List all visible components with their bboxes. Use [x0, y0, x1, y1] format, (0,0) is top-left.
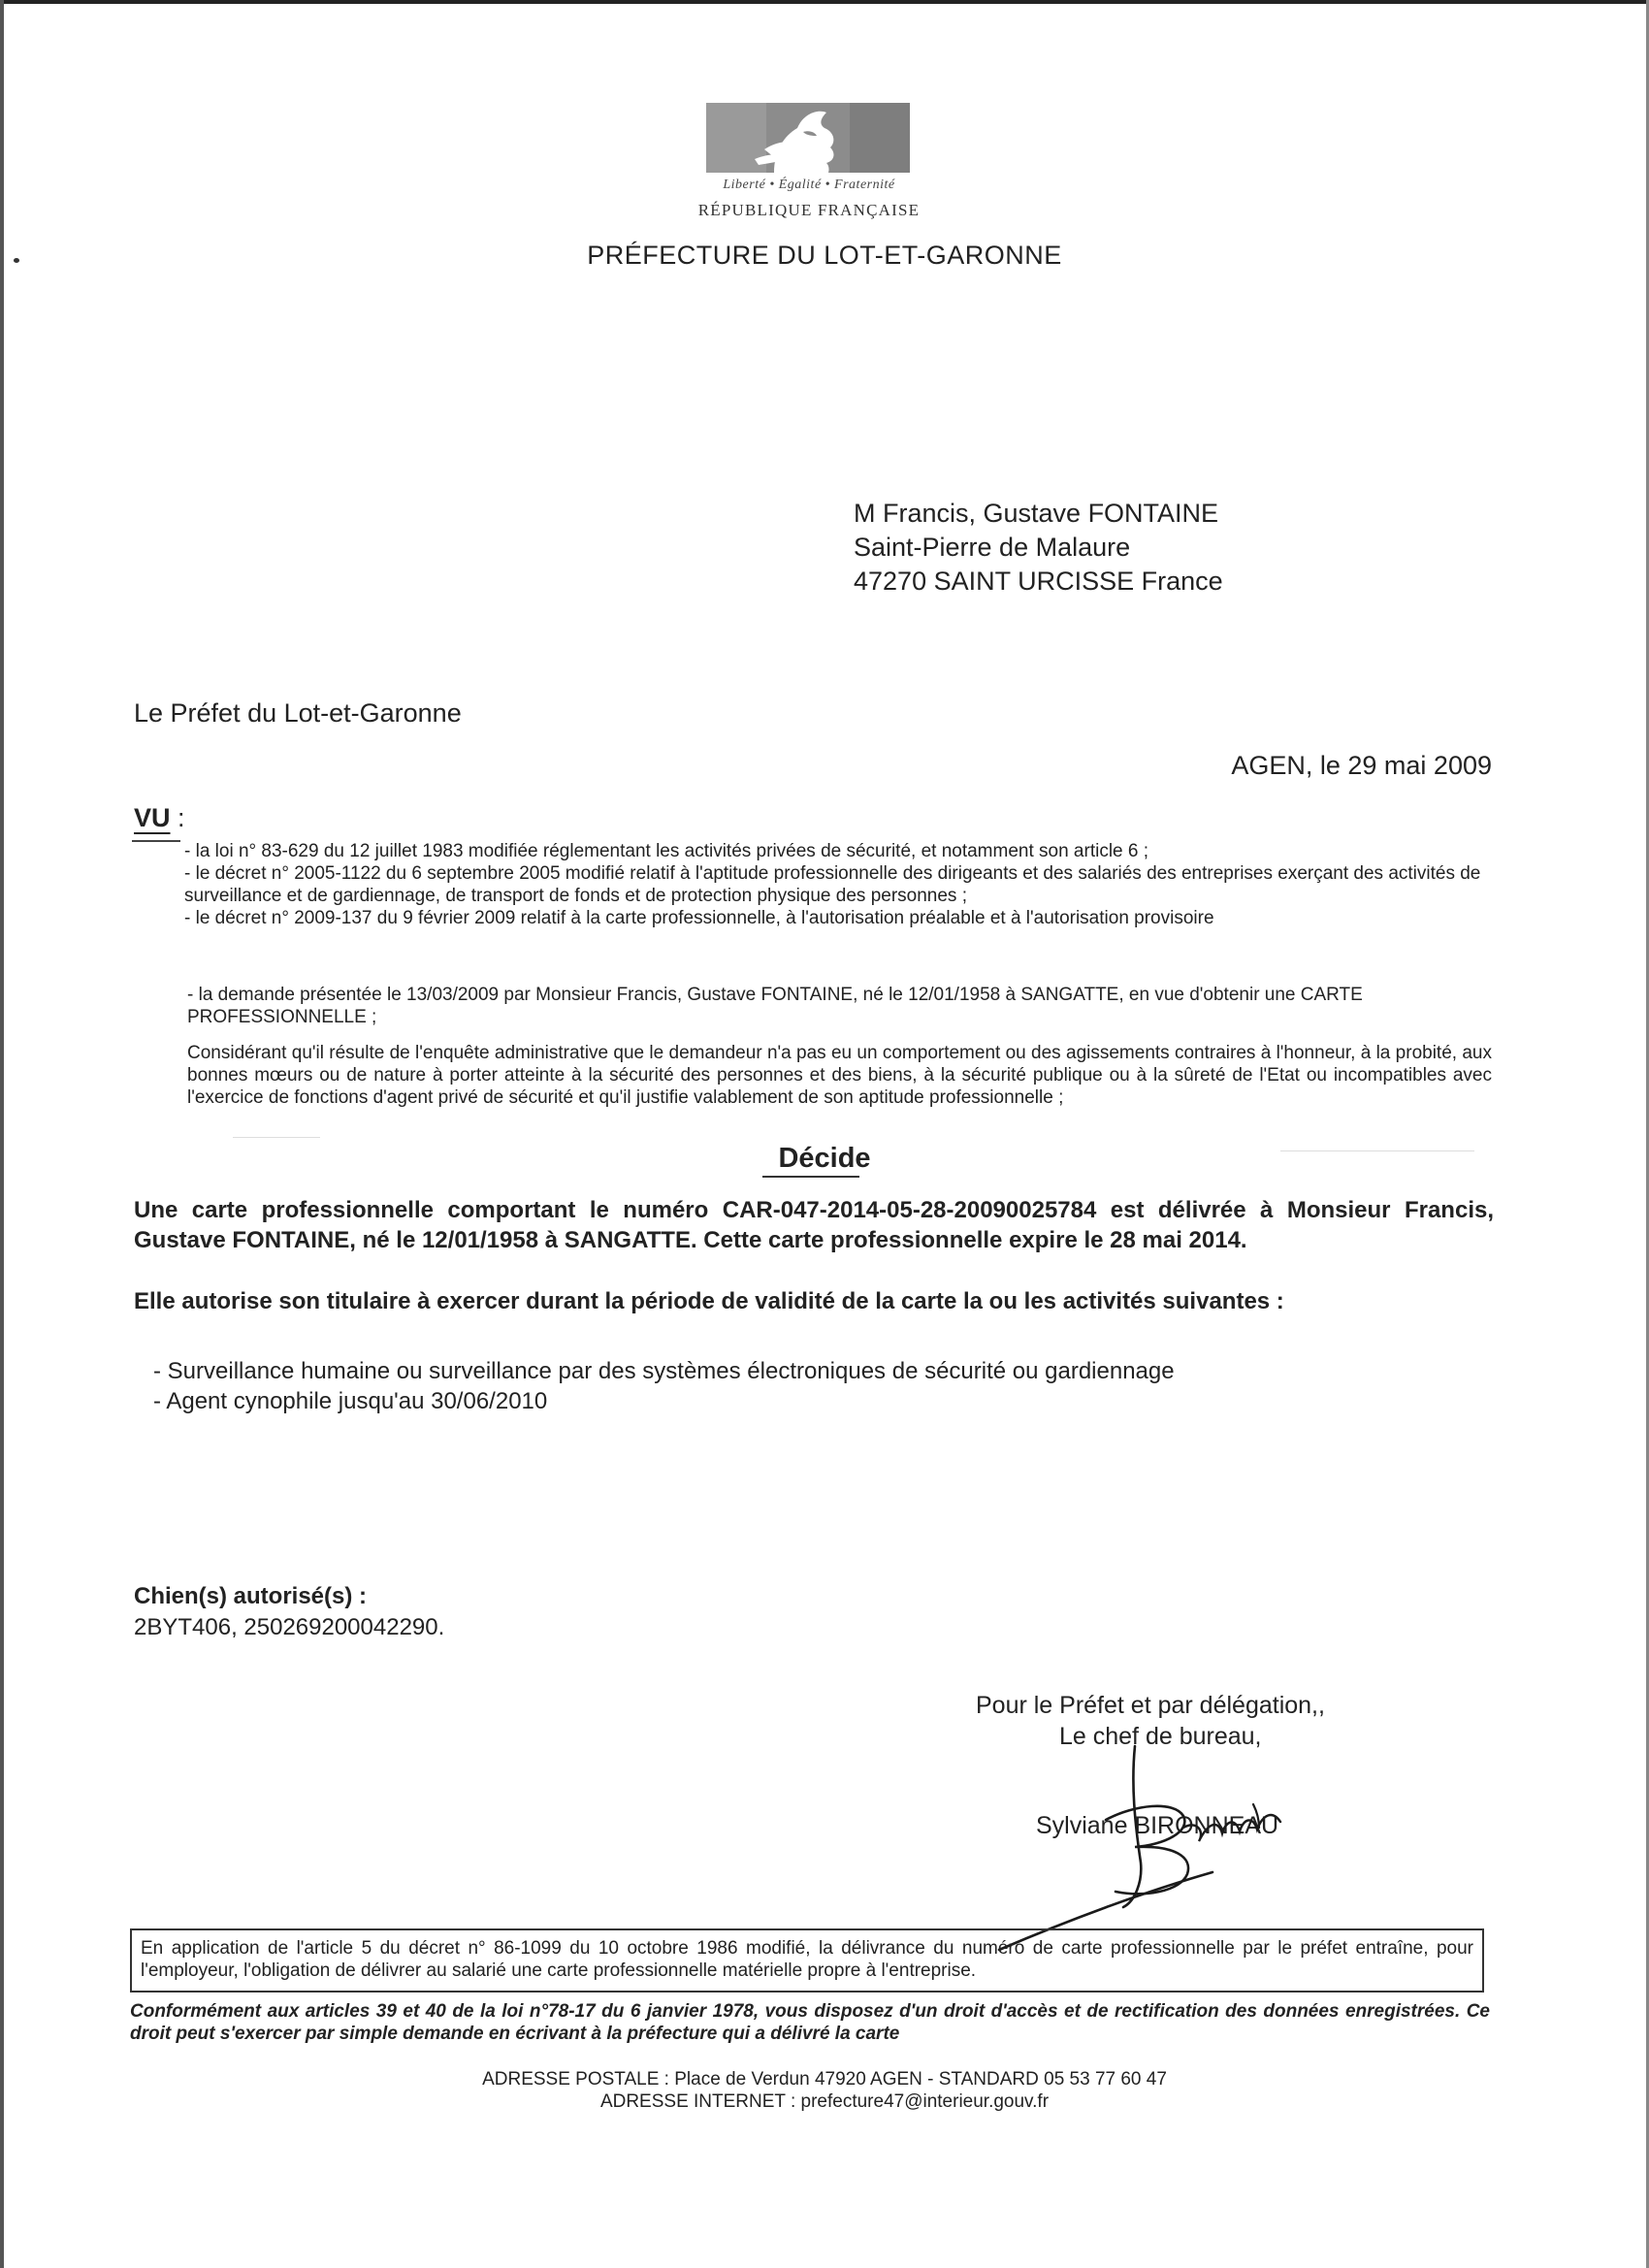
scan-edge-top	[0, 0, 1649, 4]
vu-word: VU	[134, 803, 171, 832]
republic-motto: Liberté • Égalité • Fraternité	[723, 178, 895, 192]
activity-item: - Agent cynophile jusqu'au 30/06/2010	[153, 1388, 548, 1414]
vu-demand	[187, 984, 1487, 1028]
dogs-identifiers: 2BYT406, 250269200042290.	[134, 1614, 445, 1640]
authorization-text: Elle autorise son titulaire à exercer durant la période de validité de la carte la ou les activités suivantes :	[134, 1288, 1284, 1314]
recipient-address-line2: 47270 SAINT URCISSE France	[854, 567, 1223, 596]
footer-postal-address: ADRESSE POSTALE : Place de Verdun 47920 AGEN - STANDARD 05 53 77 60 47	[482, 2069, 1167, 2090]
signature-delegation: Pour le Préfet et par délégation,,	[976, 1692, 1325, 1719]
considering-paragraph	[187, 1042, 1492, 1109]
decision-title: Décide	[778, 1143, 871, 1174]
footer-internet-address: ADRESSE INTERNET : prefecture47@interieur.gouv.fr	[599, 2091, 1050, 2112]
vu-item-law: - la loi n° 83-629 du 12 juillet 1983 modifiée réglementant les activités privées de sécurité, et notamment son article 6 ;	[184, 841, 1149, 861]
recipient-address-line1: Saint-Pierre de Malaure	[854, 533, 1131, 562]
decision-title-rule	[762, 1176, 859, 1178]
vu-item-decree-2005: - le décret n° 2005-1122 du 6 septembre 2005 modifié relatif à l'aptitude professionnelle des dirigeants et des salariés des entreprises exerçant des activités de surveillance et de gardiennage, de transport de fonds et de protection physique des personnes ;	[184, 863, 1481, 906]
recipient-address	[854, 497, 1223, 599]
republic-name: RÉPUBLIQUE FRANÇAISE	[697, 201, 921, 219]
scan-faint-line	[233, 1137, 320, 1138]
signatory-name: Sylviane BIRONNEAU	[1036, 1812, 1279, 1839]
vu-rule	[132, 840, 180, 842]
decision-text	[134, 1195, 1494, 1255]
vu-colon: :	[170, 803, 185, 832]
demand-text: - la demande présentée le 13/03/2009 par Monsieur Francis, Gustave FONTAINE, né le 12/01/1958 à SANGATTE, en vue d'obtenir une CARTE PROFESSIONNELLE ;	[187, 985, 1363, 1027]
prefecture-title: PRÉFECTURE DU LOT-ET-GARONNE	[587, 241, 1062, 270]
recipient-name: M Francis, Gustave FONTAINE	[854, 499, 1219, 528]
scan-edge-left	[0, 0, 4, 2268]
marianne-logo	[706, 103, 910, 173]
activity-item: - Surveillance humaine ou surveillance par des systèmes électroniques de sécurité ou gardiennage	[153, 1358, 1175, 1384]
signature-role: Le chef de bureau,	[1059, 1723, 1262, 1750]
dogs-heading: Chien(s) autorisé(s) :	[134, 1583, 368, 1609]
privacy-notice	[130, 2000, 1490, 2045]
vu-item-decree-2009: - le décret n° 2009-137 du 9 février 2009 relatif à la carte professionnelle, à l'autorisation préalable et à l'autorisation provisoire	[184, 908, 1214, 928]
vu-list	[184, 840, 1494, 929]
privacy-text: Conformément aux articles 39 et 40 de la loi n°78-17 du 6 janvier 1978, vous disposez d'un droit d'accès et de rectification des données enregistrées. Ce droit peut s'exercer par simple demande en écrivant à la préfecture qui a délivré la carte	[130, 2001, 1490, 2044]
considering-text: Considérant qu'il résulte de l'enquête administrative que le demandeur n'a pas eu un comportement ou des agissements contraires à l'honneur, à la probité, aux bonnes mœurs ou de nature à porter atteinte à la sécurité des personnes et des biens, à la sécurité publique ou à la sûreté de l'Etat ou incompatibles avec l'exercice de fonctions d'agent privé de sécurité et qu'il justifie valablement de son aptitude professionnelle ;	[187, 1043, 1492, 1108]
scan-speck	[14, 258, 19, 263]
notice-box	[130, 1928, 1484, 1993]
handwritten-signature	[989, 1727, 1310, 1960]
decision-paragraph: Une carte professionnelle comportant le numéro CAR-047-2014-05-28-20090025784 est délivrée à Monsieur Francis, Gustave FONTAINE, né le 12/01/1958 à SANGATTE. Cette carte professionnelle expire le 28 mai 2014.	[134, 1197, 1494, 1253]
date-line: AGEN, le 29 mai 2009	[1231, 751, 1492, 780]
footer-addresses	[291, 2068, 1358, 2113]
vu-heading	[134, 803, 185, 833]
activities-list	[153, 1356, 1175, 1416]
notice-text: En application de l'article 5 du décret n° 86-1099 du 10 octobre 1986 modifié, la délivrance du numéro de carte professionnelle par le préfet entraîne, pour l'employeur, l'obligation de délivrer au salarié une carte professionnelle matérielle propre à l'entreprise.	[141, 1938, 1473, 1981]
scan-faint-line	[1280, 1150, 1474, 1151]
sender-line: Le Préfet du Lot-et-Garonne	[134, 698, 462, 728]
